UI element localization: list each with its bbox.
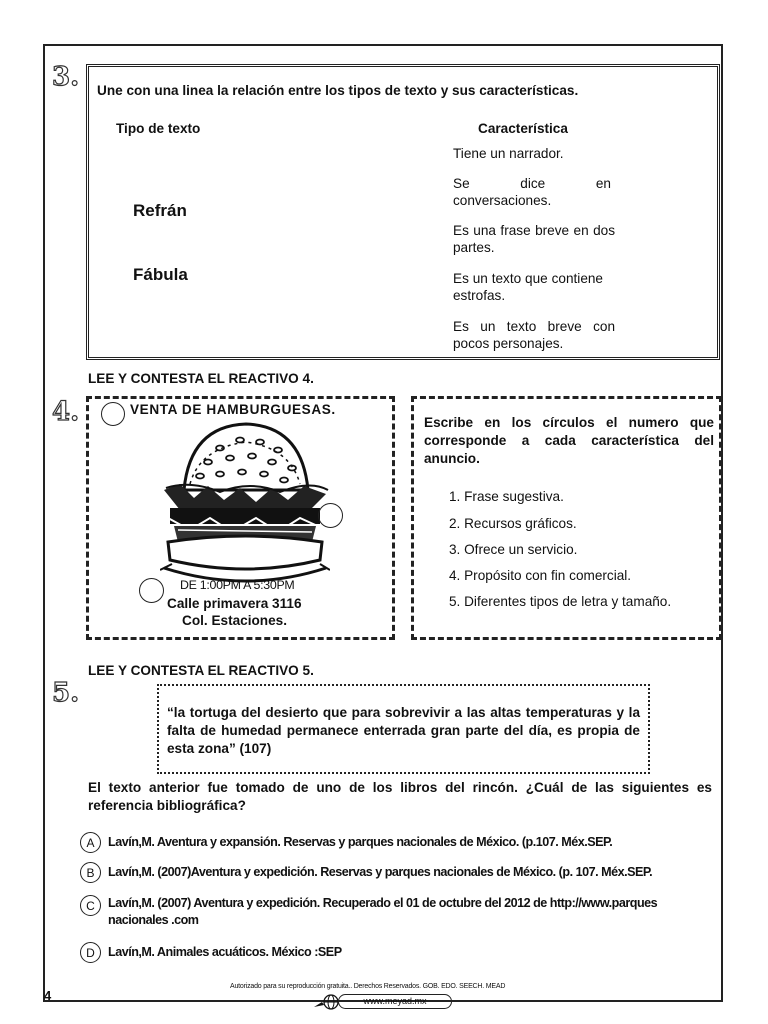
characteristic-item: Es un texto que contiene estrofas.	[453, 271, 603, 303]
question-3-instruction: Une con una linea la relación entre los tipos de texto y sus características.	[97, 83, 579, 98]
question-5-number: 5.	[52, 678, 80, 708]
option-a-text[interactable]: Lavín,M. Aventura y expansión. Reservas y parques nacionales de México. (p.107. Méx.SEP.	[108, 835, 613, 849]
question-5-heading: LEE Y CONTESTA EL REACTIVO 5.	[88, 663, 314, 678]
ad-street: Calle primavera 3116	[167, 596, 302, 611]
option-b-circle[interactable]: B	[80, 862, 101, 883]
question-4-heading: LEE Y CONTESTA EL REACTIVO 4.	[88, 371, 314, 386]
option-d-text[interactable]: Lavín,M. Animales acuáticos. México :SEP	[108, 945, 342, 959]
column-header-characteristic: Característica	[478, 121, 568, 136]
question-4-instruction: Escribe en los círculos el numero que corresponde a cada característica del anuncio.	[424, 415, 714, 466]
page-number: 4	[44, 988, 52, 1003]
hamburger-image	[160, 418, 330, 586]
text-type-refran: Refrán	[133, 201, 187, 220]
characteristic-option: 5. Diferentes tipos de letra y tamaño.	[449, 594, 672, 609]
question-3-number: 3.	[52, 62, 80, 92]
ad-colony: Col. Estaciones.	[182, 613, 288, 628]
characteristic-item: Tiene un narrador.	[453, 146, 564, 161]
text-type-fabula: Fábula	[133, 265, 188, 284]
option-c-circle[interactable]: C	[80, 895, 101, 916]
question-4-number: 4.	[52, 397, 80, 427]
characteristic-option: 2. Recursos gráficos.	[449, 516, 577, 531]
characteristic-option: 1. Frase sugestiva.	[449, 489, 564, 504]
characteristic-option: 4. Propósito con fin comercial.	[449, 568, 632, 583]
option-d-circle[interactable]: D	[80, 942, 101, 963]
answer-circle[interactable]	[139, 578, 164, 603]
characteristic-item: Es una frase breve en dos partes.	[453, 223, 615, 255]
column-header-type: Tipo de texto	[116, 121, 201, 136]
ad-hours: DE 1:00PM A 5:30PM	[180, 578, 295, 592]
rights-notice: Autorizado para su reproducción gratuita.. Derechos Reservados. GOB. EDO. SEECH. MEAD	[230, 983, 506, 990]
characteristic-option: 3. Ofrece un servicio.	[449, 542, 578, 557]
question-5-text: El texto anterior fue tomado de uno de los libros del rincón. ¿Cuál de las siguientes es referencia bibliográfica?	[88, 780, 712, 813]
characteristic-item: Es un texto breve con pocos personajes.	[453, 319, 615, 351]
option-a-circle[interactable]: A	[80, 832, 101, 853]
answer-circle[interactable]	[318, 503, 343, 528]
website-link[interactable]: www.meyad.mx	[338, 994, 452, 1009]
option-b-text[interactable]: Lavín,M. (2007)Aventura y expedición. Reservas y parques nacionales de México. (p. 107. Méx.SEP.	[108, 865, 653, 879]
option-c-text[interactable]: Lavín,M. (2007) Aventura y expedición. Recuperado el 01 de octubre del 2012 de http://www.parques nacionales .com	[108, 896, 658, 927]
quote-text: “la tortuga del desierto que para sobrevivir a las altas temperaturas y la falta de humedad permanece enterrada gran parte del día, es propia de esta zona” (107)	[167, 705, 640, 756]
characteristic-item: Se dice en conversaciones.	[453, 176, 611, 208]
answer-circle[interactable]	[101, 402, 125, 426]
ad-title: VENTA DE HAMBURGUESAS.	[130, 402, 336, 417]
